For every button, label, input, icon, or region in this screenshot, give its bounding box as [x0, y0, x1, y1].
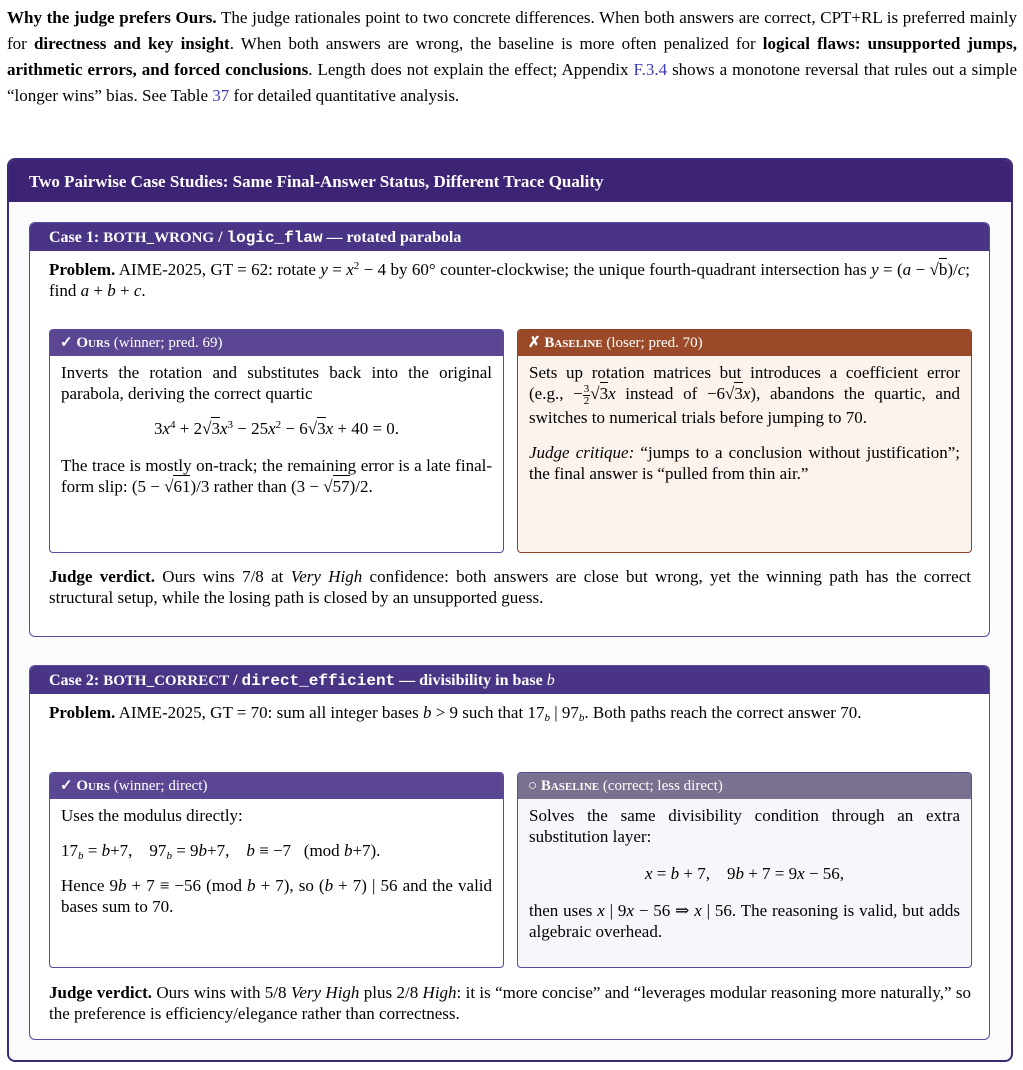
baseline-text-1b: instead of	[615, 384, 707, 403]
intro-text-2: . When both answers are wrong, the baseline is more often penalized for	[229, 34, 763, 53]
verdict-text-b: at	[263, 567, 291, 586]
case-2-ours-panel	[49, 772, 504, 968]
ours-name: Ours	[76, 335, 111, 351]
appendix-link[interactable]: F.3.4	[633, 60, 668, 79]
case-1-problem: Problem. AIME-2025, GT = 62: rotate $y = x^2 - 4$ by 60° counter-clockwise; the unique fourth-quadrant intersection has y = (a − √b)/c; find a + b + c.	[49, 260, 971, 300]
case-1-header	[30, 223, 989, 251]
quartic-equation: $3x^4 + 2√3x^3 - 25x^2 - 6√3x + 40 = 0$.	[153, 419, 400, 438]
ours-text-3b: , so	[289, 876, 319, 895]
cross-icon: ✗	[528, 335, 545, 351]
problem-label: Problem.	[49, 703, 116, 722]
case-2-slash: /	[229, 672, 242, 689]
ours-text-3a: Hence	[61, 876, 110, 895]
case-1-ours-text-1: Inverts the rotation and substitutes back into the original parabola, deriving the correct quartic	[61, 363, 492, 403]
verdict-label: Judge verdict.	[49, 567, 155, 586]
verdict-text-a: Ours wins with	[152, 983, 265, 1002]
problem-text-c: . Both paths reach the correct answer 70.	[584, 703, 862, 722]
case-1-baseline-text-1: Sets up rotation matrices but introduces a coefficient error (e.g., − $\frac{3}{2}$ √3x instead of −6√3x), abandons the quartic, and switches to numerical trials before jumping to 70.	[529, 363, 960, 427]
intro-bold-2: logical flaws: unsupported jumps, arithmetic errors, and forced conclusions	[7, 34, 1017, 79]
case-2-baseline-text-1: Solves the same divisibility condition through an extra substitution layer:	[529, 806, 960, 846]
substitution-equation: x = b + 7, 9b + 7 = 9x − 56,	[644, 864, 845, 883]
ours-name: Ours	[76, 778, 111, 794]
case-2-box	[29, 665, 990, 1040]
judge-critique	[529, 442, 960, 484]
baseline-text-2b: . The reasoning is valid, but adds algebraic overhead.	[529, 901, 960, 941]
case-1-ours-panel	[49, 329, 504, 553]
case-2-status: BOTH_CORRECT	[103, 673, 230, 689]
case-1-prefix: Case 1:	[49, 229, 104, 246]
case-1-baseline-panel	[517, 329, 972, 553]
verdict-text-a: Ours wins	[154, 567, 243, 586]
table-link[interactable]: 37	[212, 86, 230, 105]
case-1-box	[29, 222, 990, 637]
verdict-fraction-1: 5/8	[264, 983, 287, 1002]
case-2-ours-header	[50, 773, 503, 799]
problem-text-a: AIME-2025, GT = 62: rotate	[115, 260, 321, 279]
critique-text: “jumps to a conclusion without justification”; the final answer is “pulled from thin air.”	[529, 442, 960, 483]
ours-note: (winner; pred. 69)	[110, 335, 223, 351]
case-1-status: BOTH_WRONG	[103, 230, 215, 246]
case-2-problem: Problem. AIME-2025, GT = 70: sum all integer bases b > 9 such that $17_b$ | $97_b$. Both paths reach the correct answer 70.	[49, 703, 862, 724]
problem-text-b: such that	[458, 703, 528, 722]
baseline-note: (loser; pred. 70)	[602, 335, 703, 351]
verdict-text-c: : it is “more concise” and “leverages modular reasoning more naturally,” so the preference is efficiency/elegance rather than correctness.	[49, 983, 971, 1023]
problem-text-d: .	[141, 281, 146, 300]
baseline-note: (correct; less direct)	[599, 778, 723, 794]
case-2-topic: — divisibility in base	[395, 672, 547, 689]
verdict-text-b: plus	[359, 983, 397, 1002]
case-2-verdict	[49, 982, 971, 1024]
modulus-equations: $17_b = b+7$, $97_b = 9b+7$, b ≡ −7 (mod b+7).	[61, 841, 381, 862]
case-studies-box	[7, 158, 1013, 1062]
intro-text-3: . Length does not explain the effect; Appendix	[308, 60, 634, 79]
verdict-fraction-2: 2/8	[396, 983, 419, 1002]
check-icon: ✓	[60, 335, 77, 351]
case-1-baseline-header	[518, 330, 971, 356]
baseline-text-1a: Sets up rotation matrices but introduces a coefficient error (e.g.,	[529, 363, 960, 403]
baseline-name: Baseline	[540, 778, 600, 794]
case-2-prefix: Case 2:	[49, 672, 104, 689]
ours-text-2b: rather than	[209, 477, 291, 496]
case-studies-title: Two Pairwise Case Studies: Same Final-Answer Status, Different Trace Quality	[9, 160, 1011, 202]
case-2-ours-text-3: Hence 9b + 7 ≡ −56 (mod b + 7), so (b + 7) | 56 and the valid bases sum to 70.	[61, 876, 493, 916]
problem-text-c: ; find	[49, 260, 971, 300]
problem-text-b: by 60° counter-clockwise; the unique fourth-quadrant intersection has	[386, 260, 872, 279]
case-2-baseline-header	[518, 773, 971, 799]
intro-bold-1: directness and key insight	[33, 34, 230, 53]
intersection-formula: y	[871, 260, 879, 279]
problem-text-a: AIME-2025, GT = 70: sum all integer bases	[115, 703, 423, 722]
critique-label: Judge critique:	[529, 442, 635, 462]
ours-note: (winner; direct)	[110, 778, 208, 794]
verdict-text-c: confidence: both answers are close but wrong, yet the winning path has the correct structural setup, while the losing path is closed by an unsupported guess.	[49, 567, 971, 607]
intro-text-4: shows a monotone reversal that rules out a simple “longer wins” bias. See Table	[7, 60, 1017, 105]
ours-text-2c: .	[368, 477, 373, 496]
baseline-text-2a: then uses	[529, 901, 598, 920]
parabola-equation: y	[320, 260, 328, 279]
baseline-name: Baseline	[544, 335, 603, 351]
case-1-topic: — rotated parabola	[322, 229, 462, 246]
problem-label: Problem.	[49, 260, 116, 279]
verdict-confidence-1: Very High	[290, 983, 360, 1002]
case-1-verdict	[49, 566, 971, 608]
verdict-confidence: Very High	[290, 567, 363, 586]
case-2-topic-var: b	[546, 672, 555, 689]
intro-lead: Why the judge prefers Ours.	[7, 8, 217, 27]
case-1-ours-header	[50, 330, 503, 356]
verdict-fraction: 7/8	[242, 567, 264, 586]
ours-text-3c: and the valid bases sum to 70.	[61, 876, 493, 916]
case-1-tag: logic_flaw	[226, 229, 323, 247]
intro-text-1: The judge rationales point to two concrete differences. When both answers are correct, CPT+RL is preferred mainly for	[7, 8, 1017, 53]
case-2-baseline-text-2: then uses x | 9x − 56 ⇒ x | 56. The reasoning is valid, but adds algebraic overhead.	[529, 901, 960, 941]
check-icon: ✓	[60, 778, 77, 794]
case-2-baseline-panel	[517, 772, 972, 968]
case-1-ours-text-2: The trace is mostly on-track; the remaining error is a late final-form slip: (5 − √61)/3 rather than (3 − √57)/2.	[61, 456, 492, 496]
case-1-slash: /	[214, 229, 227, 246]
baseline-text-1c: ), abandons the quartic, and switches to numerical trials before jumping to 70.	[529, 384, 960, 427]
circle-icon: ○	[528, 778, 541, 794]
case-2-tag: direct_efficient	[241, 672, 396, 690]
intro-paragraph	[7, 5, 1017, 109]
verdict-label: Judge verdict.	[49, 983, 153, 1002]
verdict-confidence-2: High	[422, 983, 457, 1002]
ours-text-2a: The trace is mostly on-track; the remaining error is a late final-form slip:	[61, 456, 492, 496]
case-2-header	[30, 666, 989, 694]
intro-text-5: for detailed quantitative analysis.	[229, 86, 460, 105]
case-2-ours-text-1: Uses the modulus directly:	[61, 806, 243, 825]
